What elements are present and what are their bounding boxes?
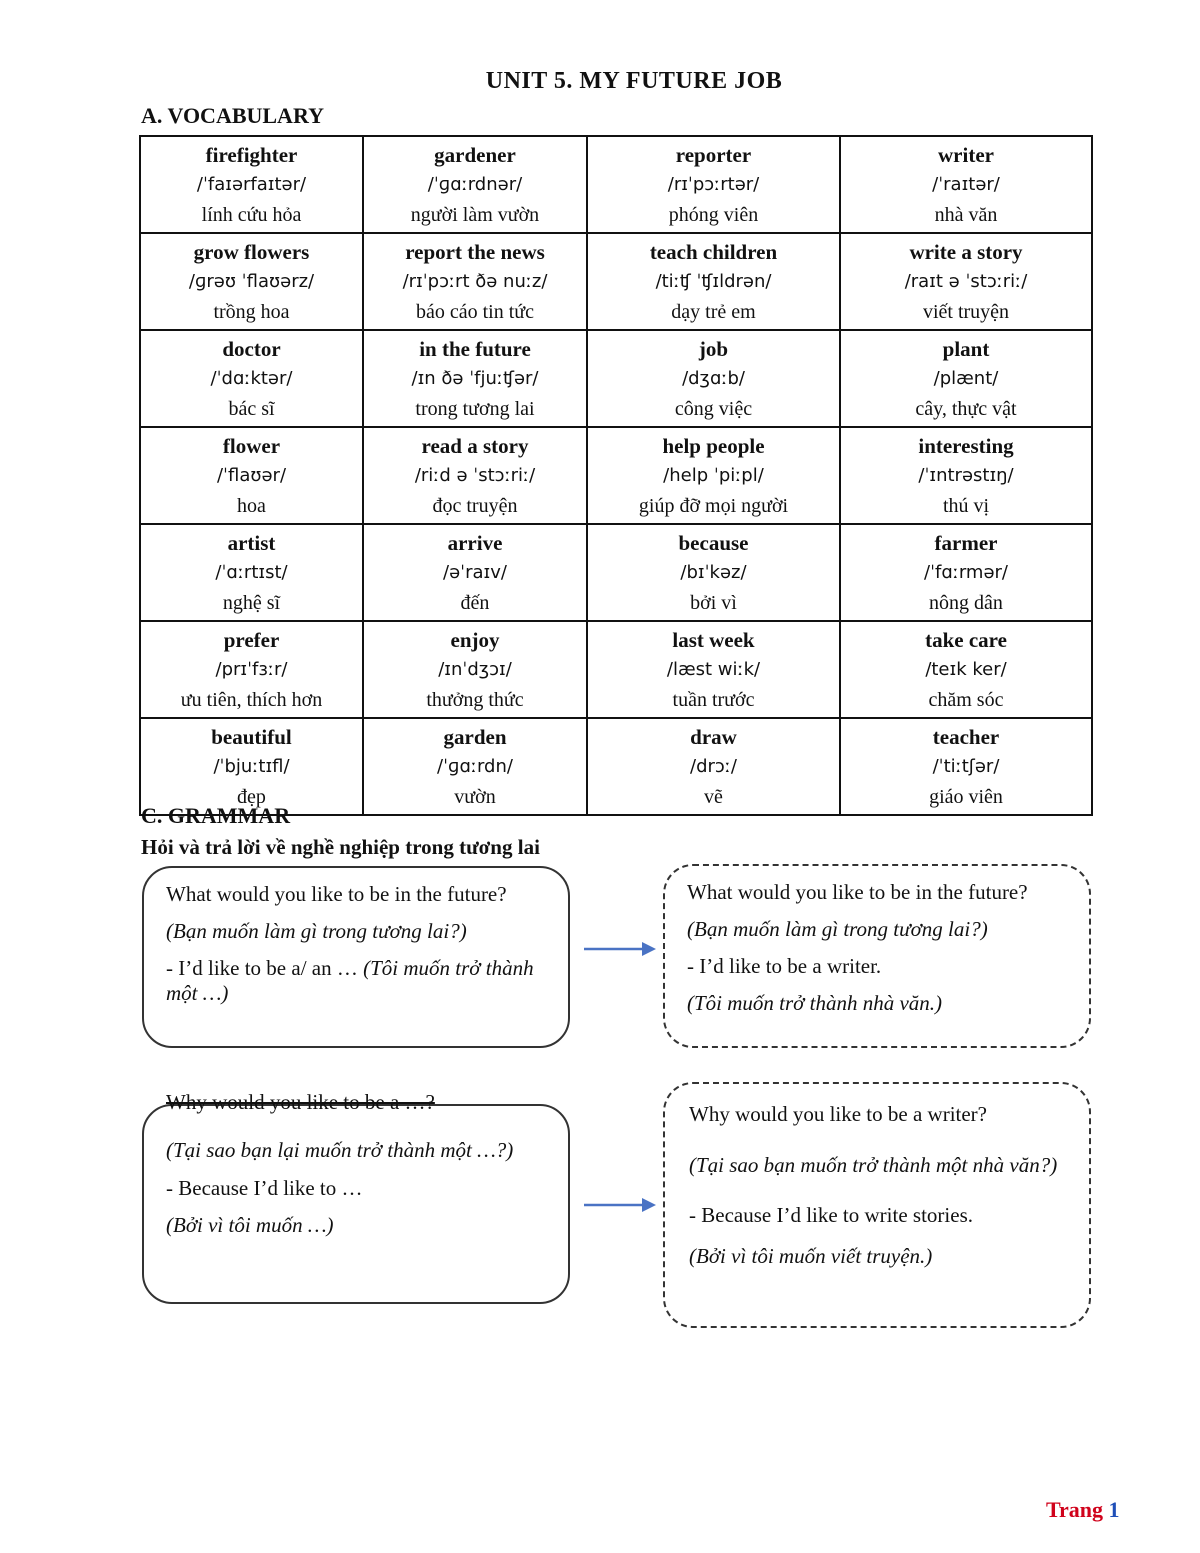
vocab-meaning: viết truyện [922,300,1010,323]
grammar-pattern-box-why [142,1090,570,1304]
vocab-cell [140,718,363,815]
vocab-meaning: trồng hoa [213,300,290,323]
vocab-cell [840,427,1092,524]
vocab-word: firefighter [205,142,298,167]
vocab-meaning: dạy trẻ em [671,300,756,323]
vocab-ipa: /dʒɑːb/ [682,367,745,389]
vocab-cell [587,718,840,815]
vocab-meaning: thú vị [942,494,990,517]
question: Why would you like to be a …? [166,1090,435,1114]
vocab-cell [363,233,587,330]
vocab-ipa: /ɪnˈdʒɔɪ/ [438,658,512,680]
vocab-ipa: /teɪk ker/ [925,658,1007,680]
vocab-cell [840,330,1092,427]
answer: - I’d like to be a writer. [687,954,882,978]
vocab-word: prefer [223,627,280,652]
vocab-meaning: cây, thực vật [915,397,1017,420]
vocab-ipa: /raɪt ə ˈstɔːriː/ [904,270,1028,292]
vocab-meaning: trong tương lai [415,397,535,420]
vocab-meaning: hoa [237,494,266,517]
question: Why would you like to be a writer? [689,1102,987,1126]
vocab-word: in the future [419,336,531,361]
vocabulary-table [139,135,1093,816]
vocab-meaning: phóng viên [668,203,759,226]
vocab-word: farmer [934,530,998,555]
answer-translation: (Bởi vì tôi muốn …) [166,1213,334,1237]
vocab-word: arrive [447,530,503,555]
vocab-cell [140,136,363,233]
vocab-cell [140,427,363,524]
vocab-cell [363,427,587,524]
vocab-word: interesting [918,433,1014,458]
vocab-word: help people [662,433,765,458]
vocab-word: artist [227,530,276,555]
vocab-ipa: /ˈbjuːtɪfl/ [213,755,290,777]
vocab-cell [587,427,840,524]
vocab-ipa: /ˈfɑːrmər/ [924,561,1008,583]
vocab-cell [840,621,1092,718]
vocab-cell [840,136,1092,233]
vocab-word: plant [942,336,990,361]
vocab-meaning: lính cứu hỏa [201,203,302,226]
vocab-cell [363,330,587,427]
vocab-ipa: /drɔː/ [690,755,737,777]
vocab-cell [140,524,363,621]
vocab-word: writer [938,142,994,167]
vocab-ipa: /ˈɑːrtɪst/ [215,561,288,583]
vocab-word: because [678,530,749,555]
vocab-meaning: nông dân [929,591,1003,614]
vocab-word: report the news [405,239,545,264]
vocab-ipa: /prɪˈfɜːr/ [215,658,288,680]
vocab-word: beautiful [211,724,292,749]
vocab-ipa: /ˈtiːtʃər/ [932,755,1000,777]
table-row [140,427,1092,524]
section-grammar-heading: C. GRAMMAR [141,803,291,828]
vocab-meaning: vẽ [704,785,723,808]
vocab-ipa: /ˈɡɑːrdn/ [437,755,513,777]
vocab-cell [140,233,363,330]
vocab-ipa: /tiːʧ ˈʧɪldrən/ [655,270,772,292]
vocab-ipa: /ˈraɪtər/ [932,173,1000,195]
table-row [140,621,1092,718]
vocab-cell [587,136,840,233]
vocab-word: teach children [649,239,778,264]
vocab-cell [363,136,587,233]
vocab-meaning: chăm sóc [928,688,1004,711]
vocab-cell [363,524,587,621]
table-row [140,524,1092,621]
vocab-ipa: /help ˈpiːpl/ [663,464,764,486]
vocab-cell [140,330,363,427]
grammar-example-box-what [663,864,1091,1048]
vocab-word: teacher [932,724,1000,749]
vocab-word: garden [443,724,507,749]
vocab-meaning: người làm vườn [410,203,540,226]
vocab-cell [840,524,1092,621]
vocab-word: flower [222,433,281,458]
vocab-meaning: thưởng thức [426,688,524,711]
vocab-word: doctor [222,336,281,361]
vocab-ipa: /plænt/ [933,367,999,389]
vocab-word: last week [672,627,755,652]
vocab-word: enjoy [450,627,500,652]
answer-text: - I’d like to be a/ an … [166,956,364,980]
answer-translation: (Tôi muốn trở thành nhà văn.) [687,991,943,1015]
table-row [140,233,1092,330]
vocab-cell [587,621,840,718]
grammar-pattern-box-what [142,866,570,1048]
vocab-ipa: /ˈflaʊər/ [216,464,287,486]
vocab-meaning: tuần trước [672,688,755,711]
answer-translation: (Tôi muốn trở thành một …) [166,956,534,1005]
section-vocabulary-heading: A. VOCABULARY [141,103,324,128]
arrow-right-icon [582,1194,658,1216]
question-translation: (Tại sao bạn muốn trở thành một nhà văn?) [689,1153,1058,1177]
vocab-cell [140,621,363,718]
question: What would you like to be in the future? [166,882,507,906]
vocab-word: write a story [909,239,1023,264]
vocab-cell [363,621,587,718]
vocab-ipa: /ˈdɑːktər/ [210,367,293,389]
table-row [140,718,1092,815]
grammar-example-box-why [663,1082,1091,1328]
vocab-word: job [698,336,729,361]
page-title: UNIT 5. MY FUTURE JOB [485,68,783,94]
grammar-subtitle: Hỏi và trả lời về nghề nghiệp trong tương lai [141,835,540,859]
vocab-meaning: vườn [454,785,496,808]
question-translation: (Bạn muốn làm gì trong tương lai?) [166,919,467,943]
vocab-word: grow flowers [193,239,310,264]
vocab-ipa: /əˈraɪv/ [443,561,507,583]
vocab-ipa: /ˈɪntrəstɪŋ/ [918,464,1014,486]
vocab-meaning: giáo viên [929,785,1003,808]
page-number [1046,1497,1120,1523]
vocab-meaning: giúp đỡ mọi người [638,494,789,517]
answer: - Because I’d like to write stories. [689,1203,973,1227]
vocab-ipa: /ɡrəʊ ˈflaʊərz/ [188,270,315,292]
vocab-cell [587,233,840,330]
vocab-cell [587,524,840,621]
vocab-meaning: ưu tiên, thích hơn [180,688,323,711]
answer [166,956,546,1006]
vocab-ipa: /ˈɡɑːrdnər/ [427,173,523,195]
vocab-meaning: bởi vì [690,591,737,614]
table-row [140,136,1092,233]
vocab-cell [363,718,587,815]
vocab-word: take care [925,627,1007,652]
vocab-meaning: báo cáo tin tức [415,300,535,323]
vocab-cell [840,233,1092,330]
vocab-ipa: /riːd ə ˈstɔːriː/ [414,464,536,486]
vocab-word: draw [690,724,737,749]
answer-translation: (Bởi vì tôi muốn viết truyện.) [689,1244,933,1268]
vocab-ipa: /læst wiːk/ [666,658,761,680]
question-translation: (Tại sao bạn lại muốn trở thành một …?) [166,1138,514,1162]
vocab-meaning: đẹp [237,785,266,808]
vocab-ipa: /bɪˈkəz/ [680,561,747,583]
arrow-right-icon [582,938,658,960]
vocab-ipa: /rɪˈpɔːrtər/ [667,173,760,195]
vocab-cell [587,330,840,427]
vocab-word: read a story [421,433,529,458]
vocab-cell [840,718,1092,815]
vocab-ipa: /rɪˈpɔːrt ðə nuːz/ [402,270,548,292]
page-value: 1 [1108,1497,1120,1522]
vocab-meaning: công việc [674,397,753,420]
vocab-meaning: đọc truyện [432,494,518,517]
question: What would you like to be in the future? [687,880,1028,904]
vocab-meaning: nhà văn [934,203,998,226]
table-row [140,330,1092,427]
vocab-meaning: nghệ sĩ [222,591,281,614]
answer: - Because I’d like to … [166,1176,363,1200]
vocab-meaning: bác sĩ [228,397,275,420]
vocab-ipa: /ɪn ðə ˈfjuːʧər/ [411,367,539,389]
vocab-word: gardener [434,142,516,167]
vocab-ipa: /ˈfaɪərfaɪtər/ [196,173,307,195]
question-translation: (Bạn muốn làm gì trong tương lai?) [687,917,988,941]
vocab-meaning: đến [460,591,490,614]
vocab-word: reporter [675,142,752,167]
page-label: Trang [1046,1497,1104,1522]
